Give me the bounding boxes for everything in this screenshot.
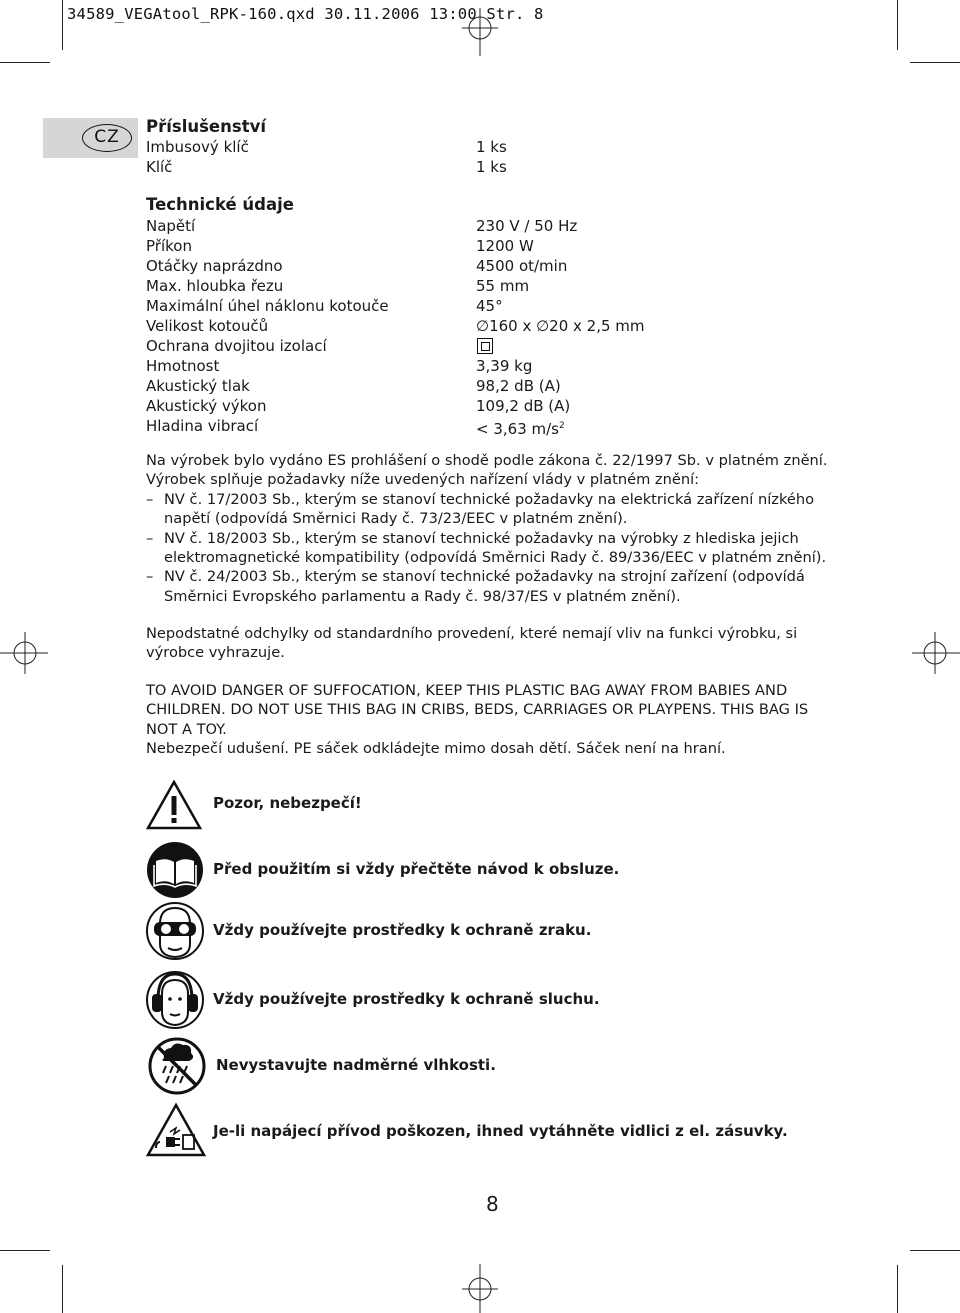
declaration-line: Výrobek splňuje požadavky níže uvedených nařízení vlády v platném znění: [146,471,700,489]
regulation-line: Směrnici Evropského parlamentu a Rady č. 98/37/ES v platném znění). [164,587,681,605]
symbol-text-manual: Před použitím si vždy přečtěte návod k obsluze. [213,860,620,878]
spec-value: 55 mm [476,277,530,295]
spec-label: Velikost kotoučů [146,317,269,335]
spec-label: Otáčky naprázdno [146,257,283,275]
crop-mark [62,1265,63,1313]
crop-mark [0,62,50,63]
symbol-text-eye: Vždy používejte prostředky k ochraně zraku. [213,921,592,939]
warning-line: NOT A TOY. [146,720,227,738]
crop-mark [0,1250,50,1251]
declaration-block [146,451,866,606]
spec-label: Hmotnost [146,357,220,375]
file-header: 34589_VEGAtool_RPK-160.qxd 30.11.2006 13:00 Str. 8 [67,5,544,23]
declaration-line: Na výrobek bylo vydáno ES prohlášení o shodě podle zákona č. 22/1997 Sb. v platném znění. [146,452,828,469]
accessory-value: 1 ks [476,158,507,176]
symbol-text-warning: Pozor, nebezpečí! [213,794,362,812]
vibration-unit-exponent: 2 [558,421,565,431]
accessories-title: Příslušenství [146,117,266,136]
spec-value [476,416,565,439]
spec-label: Akustický výkon [146,397,267,415]
spec-value: 109,2 dB (A) [476,397,571,415]
spec-label: Ochrana dvojitou izolací [146,337,327,355]
warning-line: TO AVOID DANGER OF SUFFOCATION, KEEP THIS PLASTIC BAG AWAY FROM BABIES AND [146,682,788,699]
spec-value: 230 V / 50 Hz [476,217,578,235]
spec-label: Maximální úhel náklonu kotouče [146,297,389,315]
unplug-warning-icon [146,1102,206,1158]
spec-value: 98,2 dB (A) [476,377,561,395]
accessory-value: 1 ks [476,138,507,156]
spec-label: Příkon [146,237,192,255]
regulation-line: NV č. 17/2003 Sb., kterým se stanoví technické požadavky na elektrická zařízení nízkého [164,490,815,508]
spec-label: Hladina vibrací [146,417,259,435]
regulation-item [146,567,866,606]
ear-protection-icon [146,970,204,1030]
symbol-text-unplug: Je-li napájecí přívod poškozen, ihned vytáhněte vidlici z el. zásuvky. [213,1122,788,1140]
language-code: CZ [82,124,132,152]
crop-mark [910,62,960,63]
crop-mark [897,1265,898,1313]
dash-bullet: – [146,490,154,508]
regulation-line: NV č. 24/2003 Sb., kterým se stanoví technické požadavky na strojní zařízení (odpovídá [164,568,805,586]
dash-bullet: – [146,529,154,547]
regulation-line: elektromagnetické kompatibility (odpovídá Směrnici Rady č. 89/336/EEC v platném znění). [164,549,827,567]
spec-label: Napětí [146,217,196,235]
warning-triangle-icon [146,780,202,830]
symbol-text-ear: Vždy používejte prostředky k ochraně sluchu. [213,990,600,1008]
deviation-note [146,624,866,663]
spec-value: 3,39 kg [476,357,533,375]
read-manual-icon [146,841,204,899]
spec-value: 4500 ot/min [476,257,568,275]
vibration-value: < 3,63 m/s [476,420,559,438]
regulation-line: napětí (odpovídá Směrnici Rady č. 73/23/EEC v platném znění). [164,510,628,528]
spec-label: Akustický tlak [146,377,250,395]
regulation-item [146,529,866,568]
regulation-line: NV č. 18/2003 Sb., kterým se stanoví technické požadavky na výrobky z hlediska jejich [164,529,799,547]
warning-line: Nebezpečí udušení. PE sáček odkládejte mimo dosah dětí. Sáček není na hraní. [146,740,726,758]
eye-protection-icon [146,900,204,962]
registration-mark-right [910,628,960,678]
accessory-label: Imbusový klíč [146,138,249,156]
dash-bullet: – [146,568,154,586]
no-moisture-icon [146,1036,208,1096]
crop-mark [897,0,898,50]
warning-line: CHILDREN. DO NOT USE THIS BAG IN CRIBS, BEDS, CARRIAGES OR PLAYPENS. THIS BAG IS [146,701,809,719]
crop-mark [910,1250,960,1251]
suffocation-warning [146,681,866,759]
deviation-line: Nepodstatné odchylky od standardního provedení, které nemají vliv na funkci výrobku, si [146,625,798,642]
crop-mark [62,0,63,50]
specs-title: Technické údaje [146,195,294,214]
spec-value: 1200 W [476,237,534,255]
accessory-label: Klíč [146,158,173,176]
spec-value: 45° [476,297,503,315]
double-insulation-icon [477,338,493,354]
page-number: 8 [486,1192,499,1216]
symbol-text-moisture: Nevystavujte nadměrné vlhkosti. [216,1056,496,1074]
spec-value: ∅160 x ∅20 x 2,5 mm [476,317,645,335]
spec-label: Max. hloubka řezu [146,277,284,295]
regulation-item [146,490,866,529]
registration-mark-bottom [460,1264,500,1313]
deviation-line: výrobce vyhrazuje. [146,644,285,662]
registration-mark-left [0,628,50,678]
